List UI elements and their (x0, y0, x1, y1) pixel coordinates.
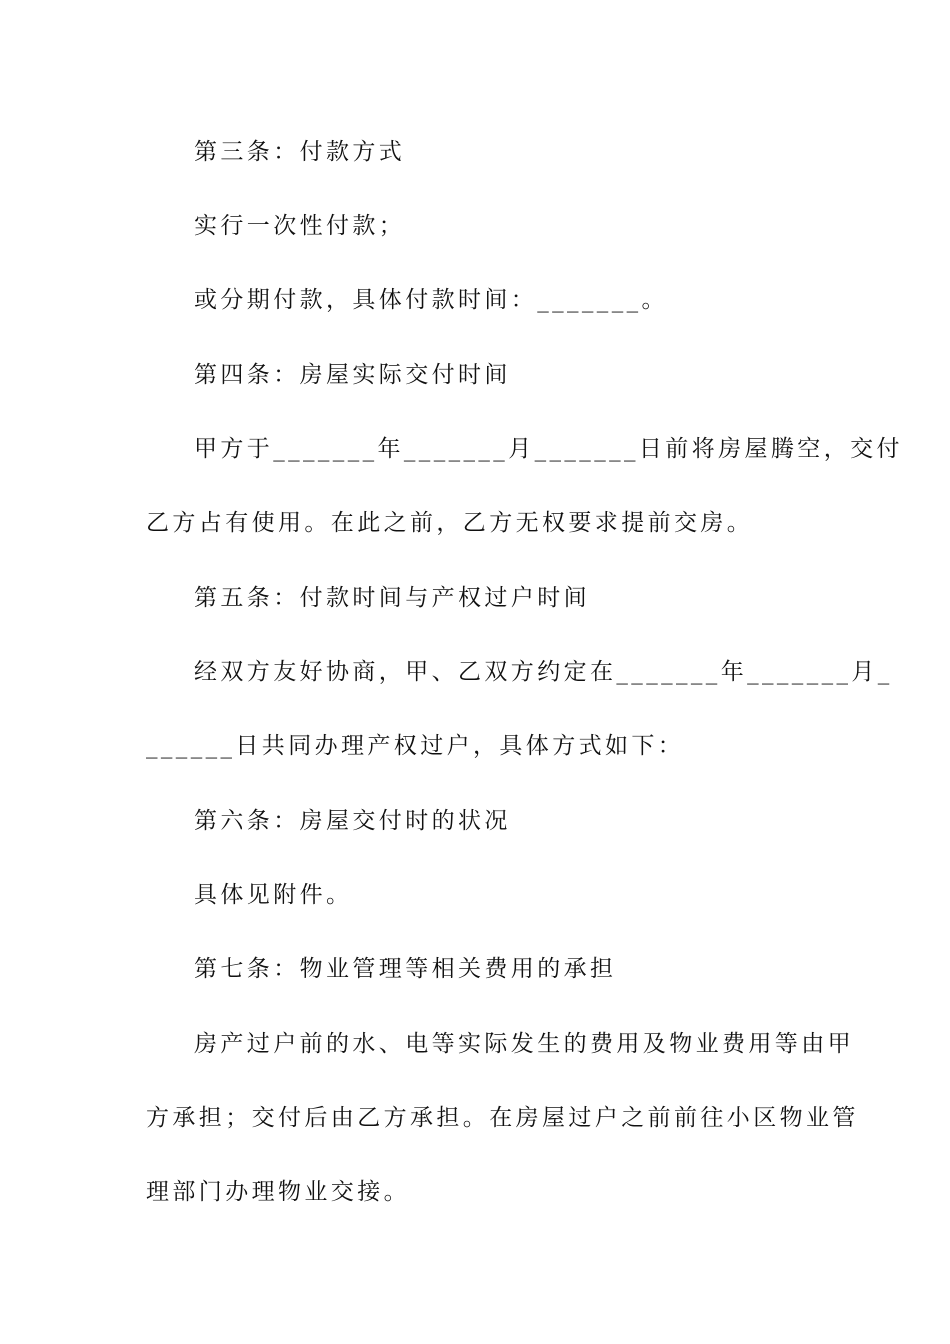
article-3-heading: 第三条：付款方式 (194, 139, 406, 165)
article-7-paragraph-line: 理部门办理物业交接。 (146, 1179, 410, 1205)
article-4-paragraph-line: 乙方占有使用。在此之前，乙方无权要求提前交房。 (146, 510, 754, 536)
article-5-heading: 第五条：付款时间与产权过户时间 (194, 585, 590, 611)
article-4-paragraph-line: 甲方于_______年_______月_______日前将房屋腾空，交付 (194, 436, 903, 462)
article-6-paragraph-line: 具体见附件。 (194, 882, 353, 908)
article-5-paragraph-line: ______日共同办理产权过户，具体方式如下： (146, 733, 685, 759)
article-3-paragraph-line: 实行一次性付款； (194, 213, 406, 239)
article-4-heading: 第四条：房屋实际交付时间 (194, 362, 511, 388)
article-7-paragraph-line: 房产过户前的水、电等实际发生的费用及物业费用等由甲 (194, 1031, 854, 1057)
article-5-paragraph-line: 经双方友好协商，甲、乙双方约定在_______年_______月_ (194, 659, 893, 685)
article-3-paragraph-line: 或分期付款，具体付款时间：_______。 (194, 287, 668, 313)
article-6-heading: 第六条：房屋交付时的状况 (194, 808, 511, 834)
article-7-heading: 第七条：物业管理等相关费用的承担 (194, 956, 617, 982)
article-7-paragraph-line: 方承担；交付后由乙方承担。在房屋过户之前前往小区物业管 (146, 1105, 859, 1131)
